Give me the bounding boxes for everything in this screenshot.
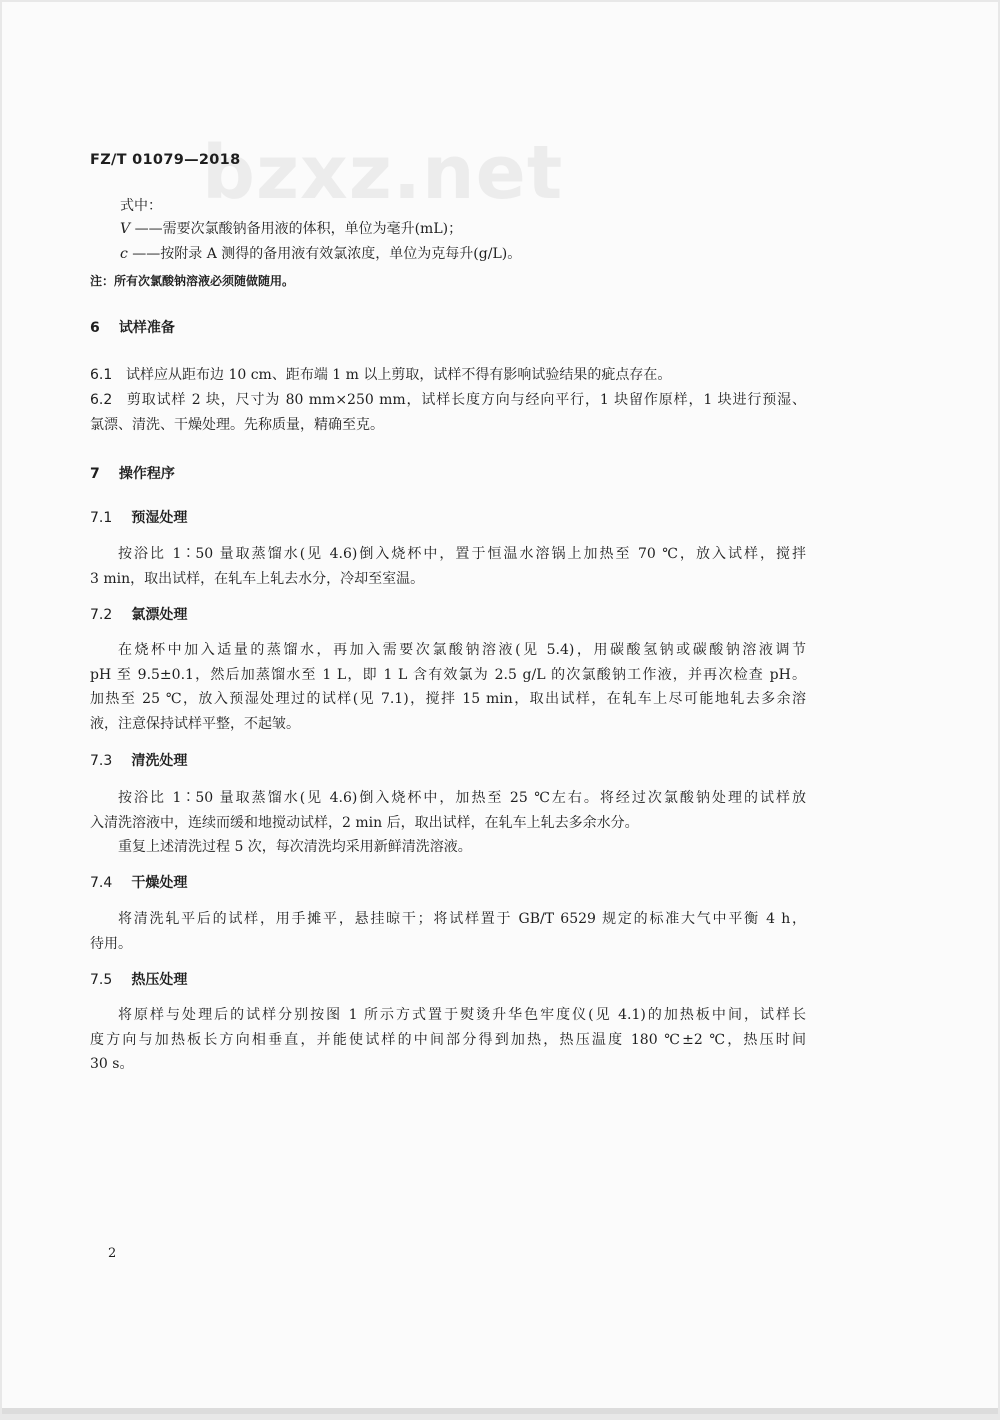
document-code: FZ/T 01079—2018 <box>90 152 241 168</box>
formula-c-line <box>120 243 521 265</box>
c-description: ——按附录 A 测得的备用液有效氯浓度，单位为克每升(g/L)。 <box>132 246 522 262</box>
formula-note: 注：所有次氯酸钠溶液必须随做随用。 <box>90 274 295 288</box>
paragraph-7-1: 按浴比 1∶50 量取蒸馏水(见 4.6)倒入烧杯中，置于恒温水溶锅上加热至 70 ℃，放入试样，搅拌 3 min，取出试样，在轧车上轧去水分，冷却至室温。 <box>90 546 806 587</box>
formula-v-line <box>120 218 462 240</box>
paragraph-7-3: 按浴比 1∶50 量取蒸馏水(见 4.6)倒入烧杯中，加热至 25 ℃左右。将经过次氯酸钠处理的试样放 入清洗溶液中，连续而缓和地搅动试样，2 min 后，取出试样，在轧车上轧去多余水分。 重复上述清洗过程 5 次，每次清洗均采用新鲜清洗溶液。 <box>90 790 806 856</box>
clause-6-1 <box>90 363 806 388</box>
clause-line: 6.2 剪取试样 2 块，尺寸为 80 mm×250 mm，试样长度方向与经向平行，1 块留作原样，1 块进行预湿、 <box>90 388 806 413</box>
c-symbol: c <box>120 246 128 262</box>
subsection-7-4-heading: 7.4 干燥处理 <box>90 875 188 891</box>
clause-line: 氯漂、清洗、干燥处理。先称质量，精确至克。 <box>90 416 384 433</box>
formula-intro: 式中： <box>120 198 162 214</box>
clause-number: 6.1 <box>90 367 113 383</box>
watermark: bzxz.net <box>202 130 564 216</box>
section-6-number: 6 <box>90 320 100 336</box>
subsection-7-3-heading: 7.3 清洗处理 <box>90 753 188 769</box>
paragraph-7-2: 在烧杯中加入适量的蒸馏水，再加入需要次氯酸钠溶液(见 5.4)，用碳酸氢钠或碳酸钠溶液调节 pH 至 9.5±0.1，然后加蒸馏水至 1 L，即 1 L 含有效氯为 2.5 g/L 的次氯酸钠工作液，并再次检查 pH。 加热至 25 ℃，放入预湿处理过的试样(见 7.1)，搅拌 15 min，取出试样，在轧车上尽可能地轧去多余溶 液，注意保持试样平整，不起皱。 <box>90 642 806 732</box>
paragraph-7-5: 将原样与处理后的试样分别按图 1 所示方式置于熨烫升华色牢度仪(见 4.1)的加热板中间，试样长 度方向与加热板长方向相垂直，并能使试样的中间部分得到加热，热压温度 180 ℃±2 ℃，热压时间 30 s。 <box>90 1007 806 1073</box>
v-description: ——需要次氯酸钠备用液的体积，单位为毫升(mL)； <box>134 221 463 237</box>
paragraph-7-4: 将清洗轧平后的试样，用手摊平，悬挂晾干；将试样置于 GB/T 6529 规定的标准大气中平衡 4 h， 待用。 <box>90 911 806 952</box>
section-6-heading <box>90 317 175 337</box>
page-bottom-edge <box>2 1408 998 1414</box>
section-7-number: 7 <box>90 466 100 482</box>
clause-6-2 <box>90 388 806 437</box>
v-symbol: V <box>120 221 131 237</box>
document-page <box>2 2 998 1414</box>
subsection-7-2-heading: 7.2 氯漂处理 <box>90 607 188 623</box>
subsection-7-1-heading: 7.1 预湿处理 <box>90 510 188 526</box>
section-7-heading <box>90 463 175 483</box>
section-7-title: 操作程序 <box>118 466 175 482</box>
subsection-7-5-heading: 7.5 热压处理 <box>90 972 188 988</box>
section-6-title: 试样准备 <box>118 320 175 336</box>
clause-number: 6.2 <box>90 392 113 408</box>
clause-text: 试样应从距布边 10 cm、距布端 1 m 以上剪取，试样不得有影响试验结果的疵点存在。 <box>126 367 672 383</box>
page-number: 2 <box>108 1246 117 1261</box>
